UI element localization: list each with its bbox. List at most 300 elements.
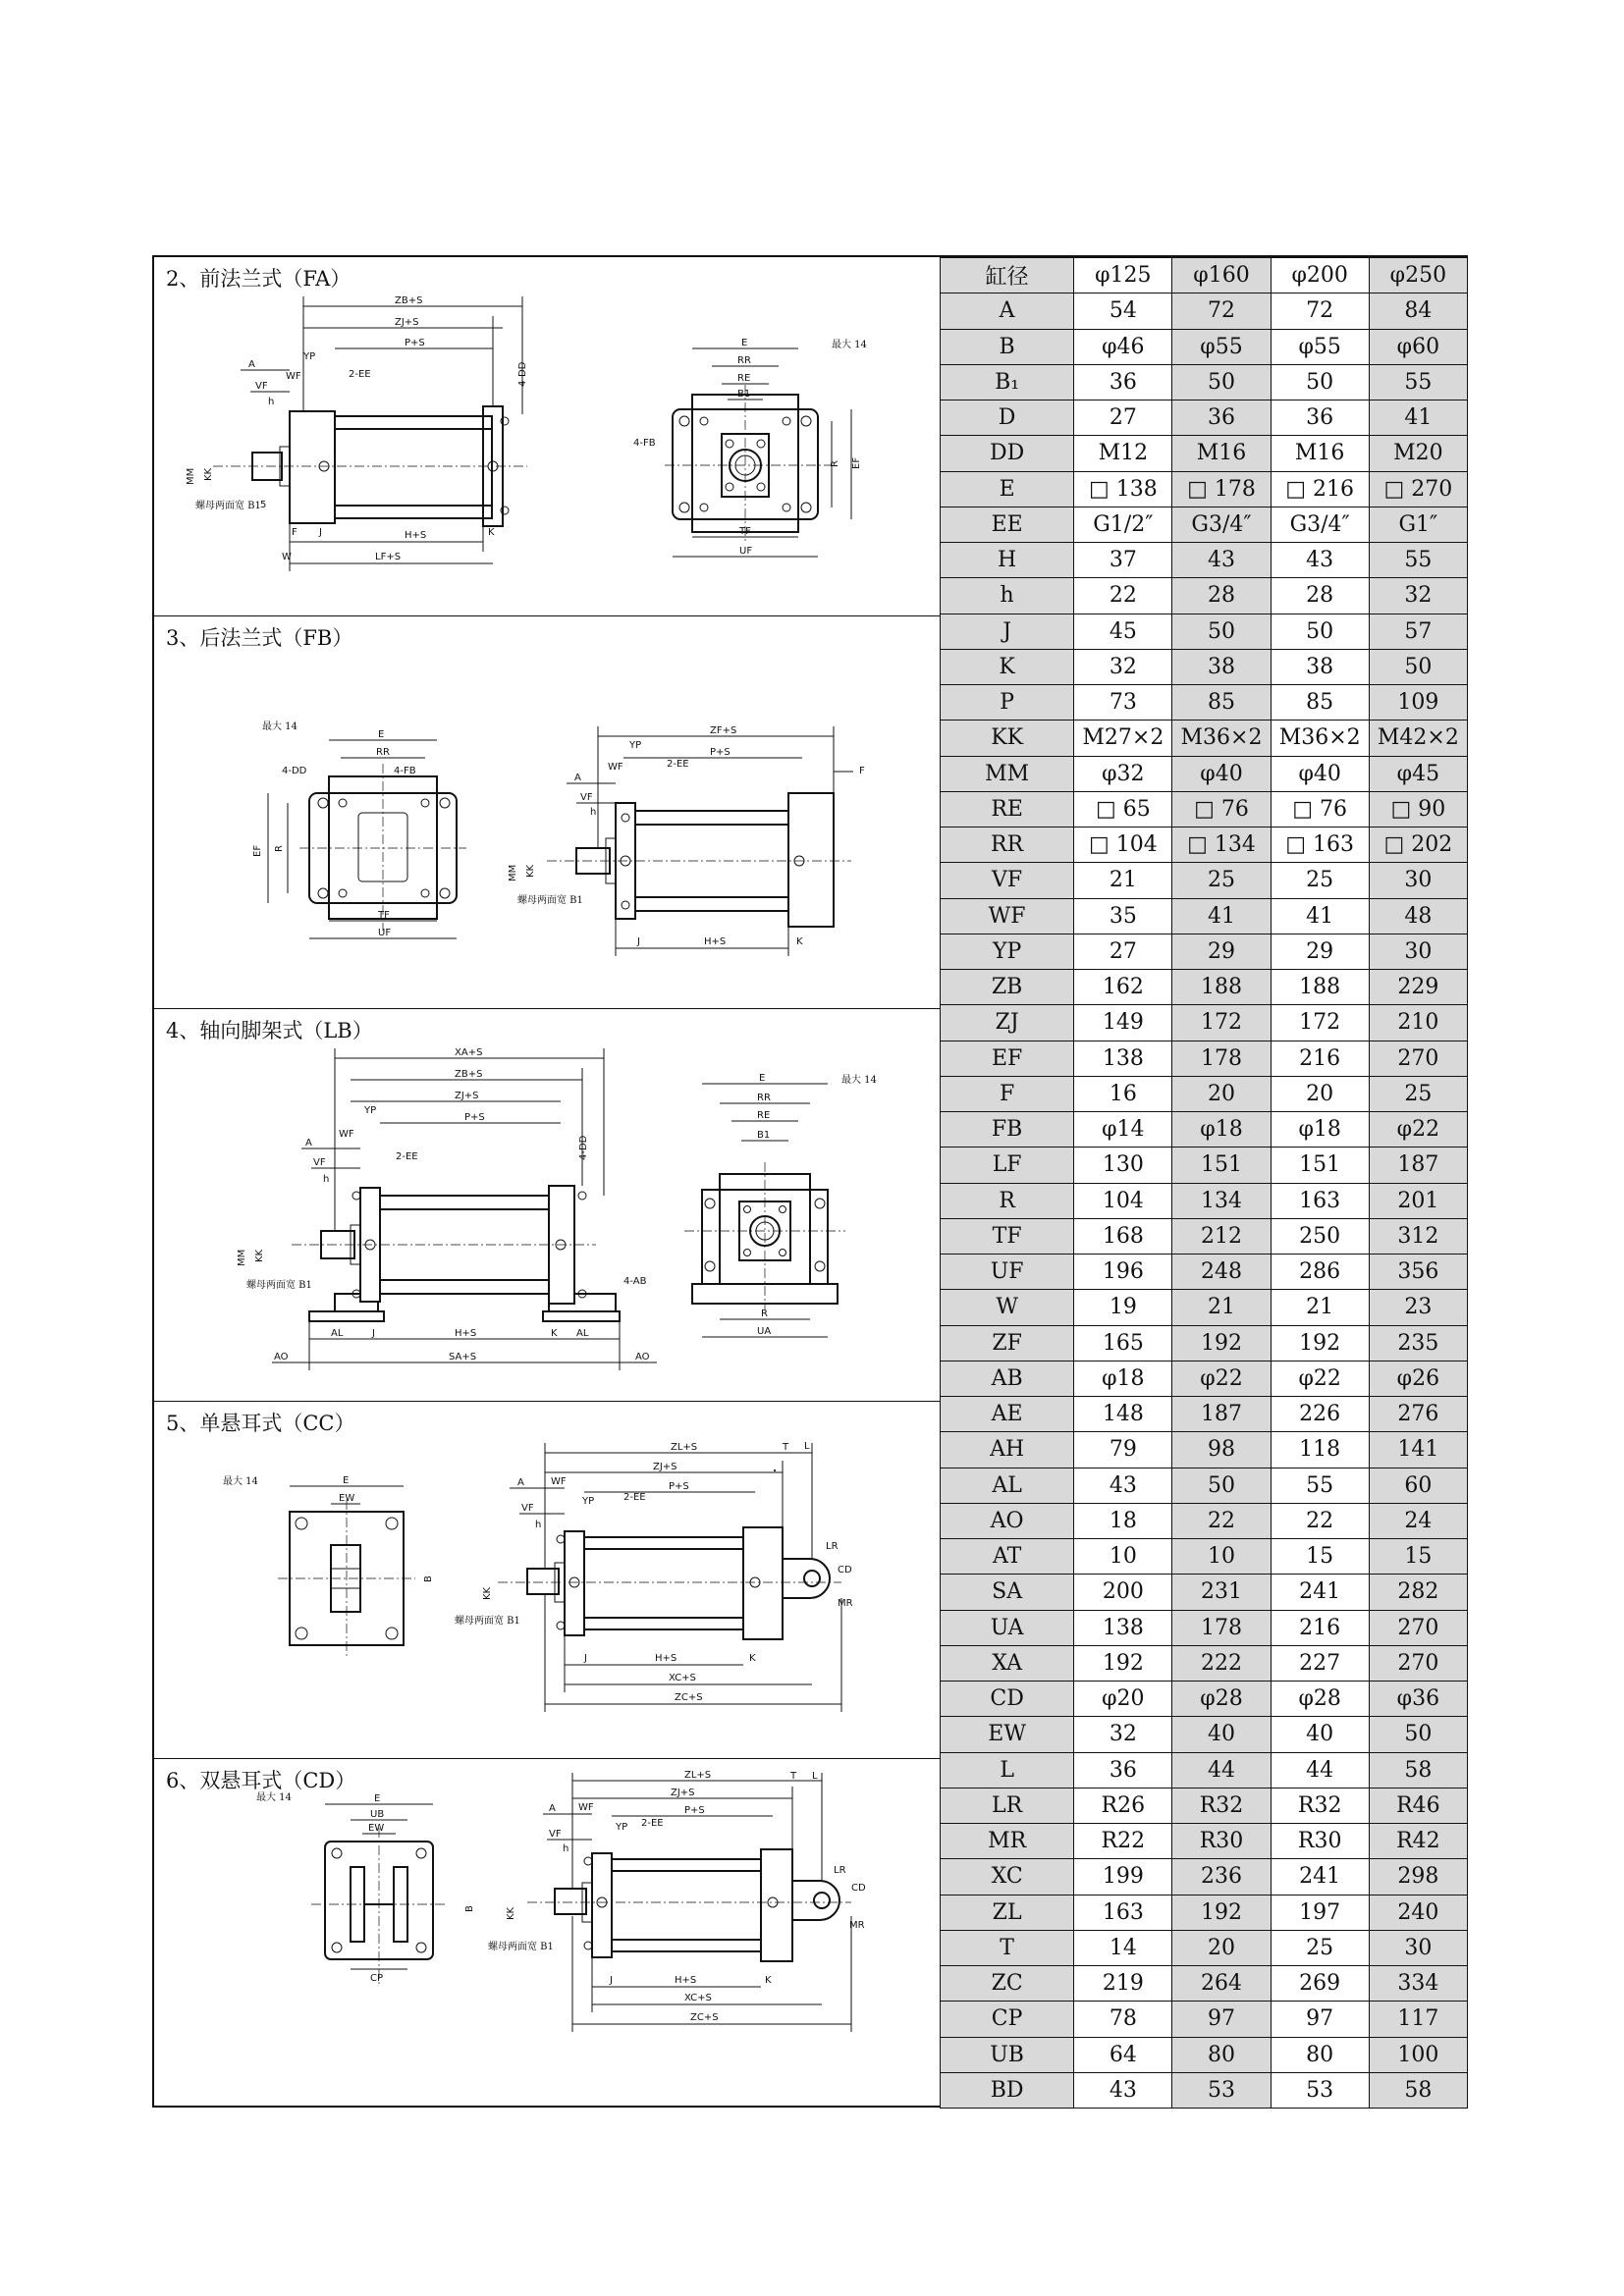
table-cell: 270 xyxy=(1369,1041,1467,1076)
table-cell: 44 xyxy=(1271,1752,1369,1788)
dim-label: TF xyxy=(739,526,751,537)
dim-label: VF xyxy=(521,1503,534,1514)
dim-label: AL xyxy=(576,1328,589,1339)
table-cell: 236 xyxy=(1172,1859,1271,1895)
table-cell: 41 xyxy=(1369,400,1467,436)
table-cell: M36×2 xyxy=(1172,721,1271,756)
table-cell: 36 xyxy=(1271,400,1369,436)
row-label: T xyxy=(941,1930,1074,1965)
dim-label: CP xyxy=(370,1973,384,1984)
dim-label: h xyxy=(268,397,275,407)
table-cell: 163 xyxy=(1074,1895,1172,1930)
table-cell: G3/4″ xyxy=(1271,507,1369,542)
table-cell: 84 xyxy=(1369,294,1467,329)
row-label: MR xyxy=(941,1824,1074,1859)
row-label: EW xyxy=(941,1717,1074,1752)
dim-label: 4-DD xyxy=(282,766,307,776)
dim-label: J xyxy=(637,936,640,947)
dim-label: 螺母两面宽 B1 xyxy=(455,1616,520,1627)
table-cell: R42 xyxy=(1369,1824,1467,1859)
table-cell: 80 xyxy=(1172,2037,1271,2072)
table-cell: 200 xyxy=(1074,1575,1172,1610)
table-row xyxy=(941,1325,1468,1361)
table-cell: R32 xyxy=(1271,1788,1369,1823)
table-row xyxy=(941,791,1468,827)
table-cell: 32 xyxy=(1369,578,1467,614)
table-cell: 85 xyxy=(1271,685,1369,721)
dim-label: E xyxy=(759,1073,766,1084)
table-cell: 250 xyxy=(1271,1218,1369,1254)
table-cell: 41 xyxy=(1172,898,1271,934)
dimension-table xyxy=(940,257,1468,2109)
table-row xyxy=(941,294,1468,329)
dim-label: XC+S xyxy=(684,1993,712,2003)
dim-label: 4-DD xyxy=(517,361,528,387)
table-row xyxy=(941,400,1468,436)
table-cell: φ55 xyxy=(1271,329,1369,364)
table-cell: φ22 xyxy=(1172,1361,1271,1396)
table-cell: 178 xyxy=(1172,1041,1271,1076)
fb-side-view xyxy=(508,725,865,956)
table-cell: 15 xyxy=(1369,1539,1467,1575)
dim-label: 4-AB xyxy=(623,1276,647,1287)
table-row xyxy=(941,507,1468,542)
table-cell: R22 xyxy=(1074,1824,1172,1859)
table-row xyxy=(941,2002,1468,2037)
dim-label: MR xyxy=(849,1920,865,1931)
dim-label: P+S xyxy=(464,1112,485,1123)
page-frame xyxy=(152,255,1468,2108)
dim-label: EF xyxy=(252,844,263,857)
table-cell: 231 xyxy=(1172,1575,1271,1610)
dim-label: 最大 14 xyxy=(223,1476,258,1487)
table-cell: 240 xyxy=(1369,1895,1467,1930)
table-cell: M27×2 xyxy=(1074,721,1172,756)
table-cell: 79 xyxy=(1074,1432,1172,1468)
dim-label: ZB+S xyxy=(395,295,423,306)
table-cell: 20 xyxy=(1172,1930,1271,1965)
dim-label: 4-DD xyxy=(578,1135,589,1160)
table-row xyxy=(941,543,1468,578)
dim-label: h xyxy=(590,807,597,818)
dim-label: B1 xyxy=(737,389,751,400)
dim-label: H+S xyxy=(704,936,727,947)
table-cell: 28 xyxy=(1271,578,1369,614)
table-cell: 44 xyxy=(1172,1752,1271,1788)
dim-label: E xyxy=(741,338,748,348)
cd-end-view xyxy=(256,1790,447,1985)
dim-label: 螺母两面宽 B1 xyxy=(517,895,583,906)
table-row xyxy=(941,329,1468,364)
table-cell: □ 138 xyxy=(1074,471,1172,507)
bore-column-header: φ160 xyxy=(1172,258,1271,294)
table-cell: 50 xyxy=(1172,364,1271,400)
dim-label: ZJ+S xyxy=(455,1091,479,1101)
table-cell: 270 xyxy=(1369,1610,1467,1645)
row-label: KK xyxy=(941,721,1074,756)
dim-label: YP xyxy=(364,1105,377,1116)
table-row xyxy=(941,2072,1468,2108)
dim-label: KK xyxy=(203,467,214,481)
dim-label: VF xyxy=(313,1157,326,1168)
row-label: AL xyxy=(941,1468,1074,1503)
dim-label: EW xyxy=(368,1823,385,1834)
dim-label: 最大 14 xyxy=(262,721,298,732)
row-label: A xyxy=(941,294,1074,329)
dim-label: KK xyxy=(525,864,536,878)
table-cell: 72 xyxy=(1172,294,1271,329)
dim-label: B xyxy=(464,1905,475,1912)
table-cell: R26 xyxy=(1074,1788,1172,1823)
fa-drawing xyxy=(154,257,940,616)
table-cell: 22 xyxy=(1074,578,1172,614)
row-label: RE xyxy=(941,791,1074,827)
table-cell: 40 xyxy=(1172,1717,1271,1752)
table-cell: R30 xyxy=(1271,1824,1369,1859)
table-cell: 97 xyxy=(1271,2002,1369,2037)
dim-label: MM xyxy=(237,1249,247,1266)
dim-label: h xyxy=(323,1174,330,1185)
dim-label: H+S xyxy=(655,1653,677,1664)
table-cell: 229 xyxy=(1369,970,1467,1005)
dim-label: E xyxy=(374,1793,381,1804)
fa-side-view xyxy=(186,295,528,571)
table-row xyxy=(941,1824,1468,1859)
row-label: ZL xyxy=(941,1895,1074,1930)
table-row xyxy=(941,2037,1468,2072)
dim-label: K xyxy=(488,527,495,538)
table-cell: 55 xyxy=(1271,1468,1369,1503)
table-cell: □ 178 xyxy=(1172,471,1271,507)
row-label: B₁ xyxy=(941,364,1074,400)
table-cell: 50 xyxy=(1172,1468,1271,1503)
table-cell: 15 xyxy=(1271,1539,1369,1575)
table-cell: □ 163 xyxy=(1271,828,1369,863)
section-title: 5、单悬耳式（CC） xyxy=(166,1412,355,1435)
table-row xyxy=(941,1503,1468,1538)
table-cell: 226 xyxy=(1271,1397,1369,1432)
table-cell: 38 xyxy=(1271,649,1369,684)
dim-label: B1 xyxy=(757,1130,771,1141)
table-row xyxy=(941,1966,1468,2002)
dim-label: F xyxy=(859,766,865,776)
table-cell: 162 xyxy=(1074,970,1172,1005)
table-cell: 73 xyxy=(1074,685,1172,721)
table-cell: 28 xyxy=(1172,578,1271,614)
table-cell: □ 216 xyxy=(1271,471,1369,507)
fb-end-view xyxy=(252,720,466,938)
fb-drawing xyxy=(154,616,940,1009)
dim-label: 2-EE xyxy=(396,1151,418,1162)
table-row xyxy=(941,1575,1468,1610)
dim-label: XC+S xyxy=(669,1673,696,1683)
dim-label: MR xyxy=(838,1598,853,1609)
dim-label: h xyxy=(535,1520,542,1530)
table-cell: 199 xyxy=(1074,1859,1172,1895)
table-cell: 197 xyxy=(1271,1895,1369,1930)
dim-label: P+S xyxy=(684,1805,705,1816)
row-label: RR xyxy=(941,828,1074,863)
dim-label: UA xyxy=(757,1326,772,1337)
table-row xyxy=(941,1859,1468,1895)
table-cell: 192 xyxy=(1172,1325,1271,1361)
table-cell: φ40 xyxy=(1271,756,1369,791)
row-label: ZJ xyxy=(941,1005,1074,1041)
table-cell: φ55 xyxy=(1172,329,1271,364)
dim-label: MM xyxy=(186,467,196,485)
dim-label: H+S xyxy=(675,1975,697,1986)
row-label: TF xyxy=(941,1218,1074,1254)
dim-label: 最大 14 xyxy=(256,1792,292,1803)
dim-label: ZL+S xyxy=(684,1770,712,1781)
table-cell: 35 xyxy=(1074,898,1172,934)
table-cell: 16 xyxy=(1074,1076,1172,1111)
row-label: AE xyxy=(941,1397,1074,1432)
row-label: EE xyxy=(941,507,1074,542)
table-cell: φ26 xyxy=(1369,1361,1467,1396)
cc-end-view xyxy=(223,1474,434,1657)
table-cell: 222 xyxy=(1172,1645,1271,1681)
dim-label: A xyxy=(305,1138,312,1148)
dim-label: RE xyxy=(737,373,751,384)
table-cell: 248 xyxy=(1172,1255,1271,1290)
dim-label: R xyxy=(274,845,285,852)
dim-label: 最大 14 xyxy=(841,1075,877,1086)
row-label: UF xyxy=(941,1255,1074,1290)
table-row xyxy=(941,756,1468,791)
table-row xyxy=(941,471,1468,507)
table-cell: 57 xyxy=(1369,614,1467,649)
table-cell: 27 xyxy=(1074,934,1172,969)
table-row xyxy=(941,1895,1468,1930)
row-label: WF xyxy=(941,898,1074,934)
table-row xyxy=(941,1218,1468,1254)
table-row xyxy=(941,1397,1468,1432)
table-cell: □ 90 xyxy=(1369,791,1467,827)
table-row xyxy=(941,649,1468,684)
table-cell: M12 xyxy=(1074,436,1172,471)
dim-label: ZB+S xyxy=(455,1069,483,1080)
dim-label: 2-EE xyxy=(349,369,371,380)
table-cell: 21 xyxy=(1074,863,1172,898)
table-cell: 43 xyxy=(1074,2072,1172,2108)
dim-label: 5 xyxy=(260,500,267,510)
drawings-column xyxy=(154,257,942,2106)
dim-label: LR xyxy=(834,1865,846,1876)
table-cell: 192 xyxy=(1172,1895,1271,1930)
dim-label: R xyxy=(761,1308,768,1319)
table-cell: 241 xyxy=(1271,1575,1369,1610)
table-row xyxy=(941,1112,1468,1148)
table-cell: φ46 xyxy=(1074,329,1172,364)
row-label: FB xyxy=(941,1112,1074,1148)
table-cell: 43 xyxy=(1271,543,1369,578)
dim-label: P+S xyxy=(669,1481,689,1492)
dim-label: YP xyxy=(303,351,316,362)
dim-label: TF xyxy=(378,910,390,921)
row-label: h xyxy=(941,578,1074,614)
table-cell: 201 xyxy=(1369,1183,1467,1218)
table-cell: 210 xyxy=(1369,1005,1467,1041)
table-row xyxy=(941,685,1468,721)
bore-column-header: φ200 xyxy=(1271,258,1369,294)
table-cell: 149 xyxy=(1074,1005,1172,1041)
table-cell: 10 xyxy=(1074,1539,1172,1575)
table-cell: φ18 xyxy=(1271,1112,1369,1148)
table-cell: 64 xyxy=(1074,2037,1172,2072)
table-cell: 37 xyxy=(1074,543,1172,578)
table-row xyxy=(941,1041,1468,1076)
dim-label: 2-EE xyxy=(641,1818,664,1829)
table-cell: 30 xyxy=(1369,1930,1467,1965)
table-cell: φ20 xyxy=(1074,1682,1172,1717)
row-label: VF xyxy=(941,863,1074,898)
dim-label: ZC+S xyxy=(675,1692,703,1703)
table-row xyxy=(941,1752,1468,1788)
table-cell: φ22 xyxy=(1271,1361,1369,1396)
row-label: K xyxy=(941,649,1074,684)
table-cell: 270 xyxy=(1369,1645,1467,1681)
table-header-row xyxy=(941,258,1468,294)
section-cc xyxy=(154,1402,940,1759)
dim-label: AL xyxy=(331,1328,344,1339)
table-cell: 118 xyxy=(1271,1432,1369,1468)
row-label: XC xyxy=(941,1859,1074,1895)
lb-drawing xyxy=(154,1009,940,1402)
table-cell: φ18 xyxy=(1074,1361,1172,1396)
table-cell: 80 xyxy=(1271,2037,1369,2072)
table-cell: 25 xyxy=(1271,1930,1369,1965)
table-cell: 50 xyxy=(1369,649,1467,684)
dim-label: UF xyxy=(378,928,392,938)
dim-label: AO xyxy=(274,1352,289,1362)
section-fb xyxy=(154,616,940,1009)
table-cell: 40 xyxy=(1271,1717,1369,1752)
table-cell: 356 xyxy=(1369,1255,1467,1290)
table-cell: 36 xyxy=(1074,364,1172,400)
dim-label: h xyxy=(563,1843,569,1854)
table-cell: M42×2 xyxy=(1369,721,1467,756)
dim-label: WF xyxy=(286,371,301,382)
row-label: XA xyxy=(941,1645,1074,1681)
table-row xyxy=(941,1717,1468,1752)
dim-label: VF xyxy=(255,381,268,392)
row-label: DD xyxy=(941,436,1074,471)
table-row xyxy=(941,1788,1468,1823)
table-cell: □ 104 xyxy=(1074,828,1172,863)
table-cell: 219 xyxy=(1074,1966,1172,2002)
table-cell: 282 xyxy=(1369,1575,1467,1610)
table-cell: 38 xyxy=(1172,649,1271,684)
table-cell: 298 xyxy=(1369,1859,1467,1895)
table-cell: 22 xyxy=(1271,1503,1369,1538)
table-cell: 72 xyxy=(1271,294,1369,329)
section-fa xyxy=(154,257,940,616)
table-cell: 30 xyxy=(1369,934,1467,969)
dim-label: 4-FB xyxy=(394,766,416,776)
table-cell: φ40 xyxy=(1172,756,1271,791)
table-row xyxy=(941,1645,1468,1681)
table-cell: 60 xyxy=(1369,1468,1467,1503)
table-row xyxy=(941,1005,1468,1041)
stray-dot xyxy=(774,1469,776,1471)
table-cell: φ32 xyxy=(1074,756,1172,791)
table-cell: 55 xyxy=(1369,364,1467,400)
dim-label: K xyxy=(551,1328,558,1339)
table-cell: 14 xyxy=(1074,1930,1172,1965)
dim-label: T xyxy=(783,1442,789,1453)
dim-label: ZL+S xyxy=(671,1442,698,1453)
row-label: EF xyxy=(941,1041,1074,1076)
table-cell: 187 xyxy=(1172,1397,1271,1432)
dim-label: YP xyxy=(629,740,642,751)
table-cell: R46 xyxy=(1369,1788,1467,1823)
dim-label: ZC+S xyxy=(690,2012,719,2023)
dim-label: L xyxy=(812,1771,818,1782)
table-cell: 134 xyxy=(1172,1183,1271,1218)
lb-side-view xyxy=(237,1047,657,1370)
row-label: L xyxy=(941,1752,1074,1788)
table-cell: 138 xyxy=(1074,1610,1172,1645)
dim-label: RR xyxy=(737,355,751,366)
table-cell: 192 xyxy=(1271,1325,1369,1361)
table-cell: φ60 xyxy=(1369,329,1467,364)
table-cell: 22 xyxy=(1172,1503,1271,1538)
table-row xyxy=(941,1432,1468,1468)
row-label: R xyxy=(941,1183,1074,1218)
row-label: AH xyxy=(941,1432,1074,1468)
table-cell: 10 xyxy=(1172,1539,1271,1575)
dim-label: LF+S xyxy=(375,552,402,562)
row-label: AT xyxy=(941,1539,1074,1575)
table-cell: φ18 xyxy=(1172,1112,1271,1148)
dim-label: 最大 14 xyxy=(832,340,867,350)
dim-label: ZJ+S xyxy=(395,317,419,328)
row-label: CP xyxy=(941,2002,1074,2037)
table-cell: 58 xyxy=(1369,1752,1467,1788)
table-cell: 334 xyxy=(1369,1966,1467,2002)
dim-label: YP xyxy=(582,1496,595,1507)
row-label: UB xyxy=(941,2037,1074,2072)
section-title: 4、轴向脚架式（LB） xyxy=(166,1019,373,1042)
table-cell: 25 xyxy=(1369,1076,1467,1111)
table-cell: □ 76 xyxy=(1172,791,1271,827)
table-row xyxy=(941,1183,1468,1218)
table-cell: φ14 xyxy=(1074,1112,1172,1148)
table-cell: 29 xyxy=(1172,934,1271,969)
table-cell: 165 xyxy=(1074,1325,1172,1361)
dim-label: UB xyxy=(370,1809,385,1820)
table-cell: 138 xyxy=(1074,1041,1172,1076)
table-row xyxy=(941,934,1468,969)
table-cell: 151 xyxy=(1271,1148,1369,1183)
table-cell: 43 xyxy=(1172,543,1271,578)
table-row xyxy=(941,1361,1468,1396)
row-label: LR xyxy=(941,1788,1074,1823)
table-cell: 21 xyxy=(1271,1290,1369,1325)
table-cell: 188 xyxy=(1172,970,1271,1005)
table-cell: 41 xyxy=(1271,898,1369,934)
row-label: E xyxy=(941,471,1074,507)
table-row xyxy=(941,898,1468,934)
dim-label: WF xyxy=(578,1802,594,1813)
table-cell: 19 xyxy=(1074,1290,1172,1325)
table-cell: 227 xyxy=(1271,1645,1369,1681)
table-row xyxy=(941,828,1468,863)
table-cell: 25 xyxy=(1271,863,1369,898)
dim-label: H+S xyxy=(455,1328,477,1339)
table-cell: 20 xyxy=(1172,1076,1271,1111)
